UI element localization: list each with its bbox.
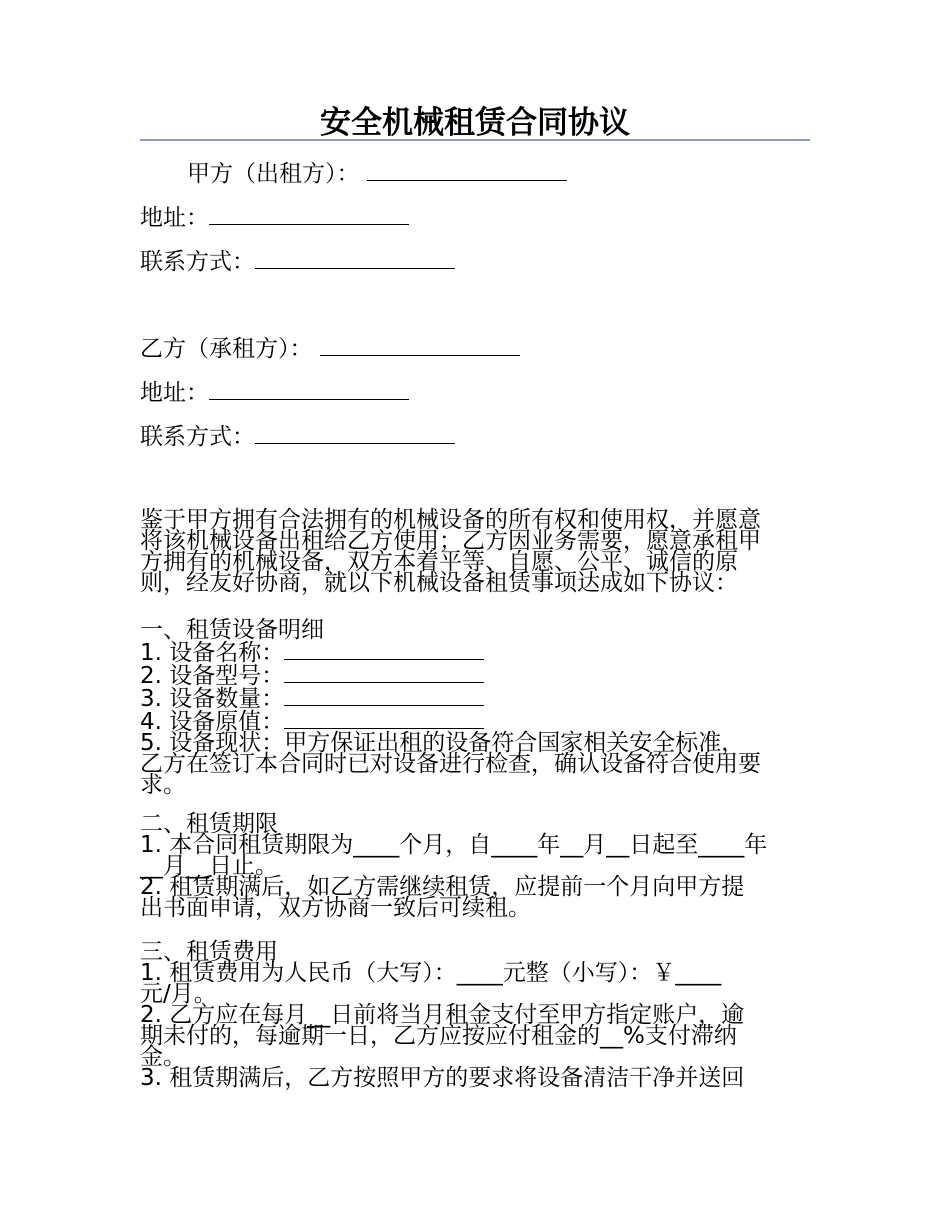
party-a-contact-label: 联系方式： [140,249,255,275]
equipment-condition-line: 5. 设备现状：甲方保证出租的设备符合国家相关安全标准， [140,730,745,756]
preamble-line: 鉴于甲方拥有合法拥有的机械设备的所有权和使用权，并愿意 [140,507,761,533]
section-heading: 三、租赁费用 [140,939,278,965]
party-b-address-blank [209,381,409,400]
fee-line: 元/月。 [140,981,217,1007]
section-heading: 二、租赁期限 [140,811,278,837]
party-a-label: 甲方（出租方）： [187,161,360,187]
section-lease-term [140,811,810,921]
equipment-name-label: 1. 设备名称： [140,640,285,666]
party-b-contact-label: 联系方式： [140,424,255,450]
party-b-contact-blank [255,425,455,444]
preamble-line: 则，经友好协商，就以下机械设备租赁事项达成如下协议： [140,570,738,596]
preamble-paragraph [140,507,810,596]
equipment-condition-line: 求。 [140,772,186,798]
equipment-model-label: 2. 设备型号： [140,663,285,689]
title-underline [140,139,810,141]
party-a-address-label: 地址： [140,205,209,231]
party-b-contact-line [140,423,455,451]
lease-term-line: 1. 本合同租赁期限为____个月，自____年__月__日起至____年 [140,832,768,858]
equipment-name-line [140,641,810,664]
party-a-name-blank [367,162,567,181]
section-heading: 一、租赁设备明细 [140,617,324,643]
party-a-line [187,160,567,188]
party-a-address-blank [209,206,409,225]
fee-line: 1. 租赁费用为人民币（大写）：____元整（小写）：￥____ [140,960,722,986]
renewal-line: 出书面申请，双方协商一致后可续租。 [140,895,531,921]
party-b-line [140,335,520,363]
party-a-contact-blank [255,250,455,269]
party-b-address-line [140,379,409,407]
equipment-value-label: 4. 设备原值： [140,709,285,735]
section-lease-fees [140,939,810,1091]
party-b-label: 乙方（承租方）： [140,336,313,362]
equipment-quantity-blank [284,687,484,706]
preamble-line: 方拥有的机械设备，双方本着平等、自愿、公平、诚信的原 [140,549,738,575]
return-line: 3. 租赁期满后，乙方按照甲方的要求将设备清洁干净并送回 [140,1065,745,1091]
equipment-model-line [140,664,810,687]
lease-term-line: __月__日止。 [140,853,278,879]
party-b-name-blank [320,337,520,356]
document-title: 安全机械租赁合同协议 [320,105,630,141]
equipment-quantity-line [140,687,810,710]
section-equipment-details [140,617,810,798]
equipment-value-blank [284,710,484,729]
equipment-condition-line: 乙方在签订本合同时已对设备进行检查，确认设备符合使用要 [140,751,761,777]
equipment-quantity-label: 3. 设备数量： [140,686,285,712]
payment-line: 期未付的，每逾期一日，乙方应按应付租金的__%支付滞纳 [140,1023,737,1049]
payment-line: 金。 [140,1044,186,1070]
equipment-model-blank [284,664,484,683]
equipment-name-blank [284,641,484,660]
party-b-address-label: 地址： [140,380,209,406]
preamble-line: 将该机械设备出租给乙方使用；乙方因业务需要，愿意承租甲 [140,528,761,554]
renewal-line: 2. 租赁期满后，如乙方需继续租赁，应提前一个月向甲方提 [140,874,745,900]
party-a-contact-line [140,248,455,276]
party-a-address-line [140,204,409,232]
payment-line: 2. 乙方应在每月__日前将当月租金支付至甲方指定账户，逾 [140,1002,745,1028]
